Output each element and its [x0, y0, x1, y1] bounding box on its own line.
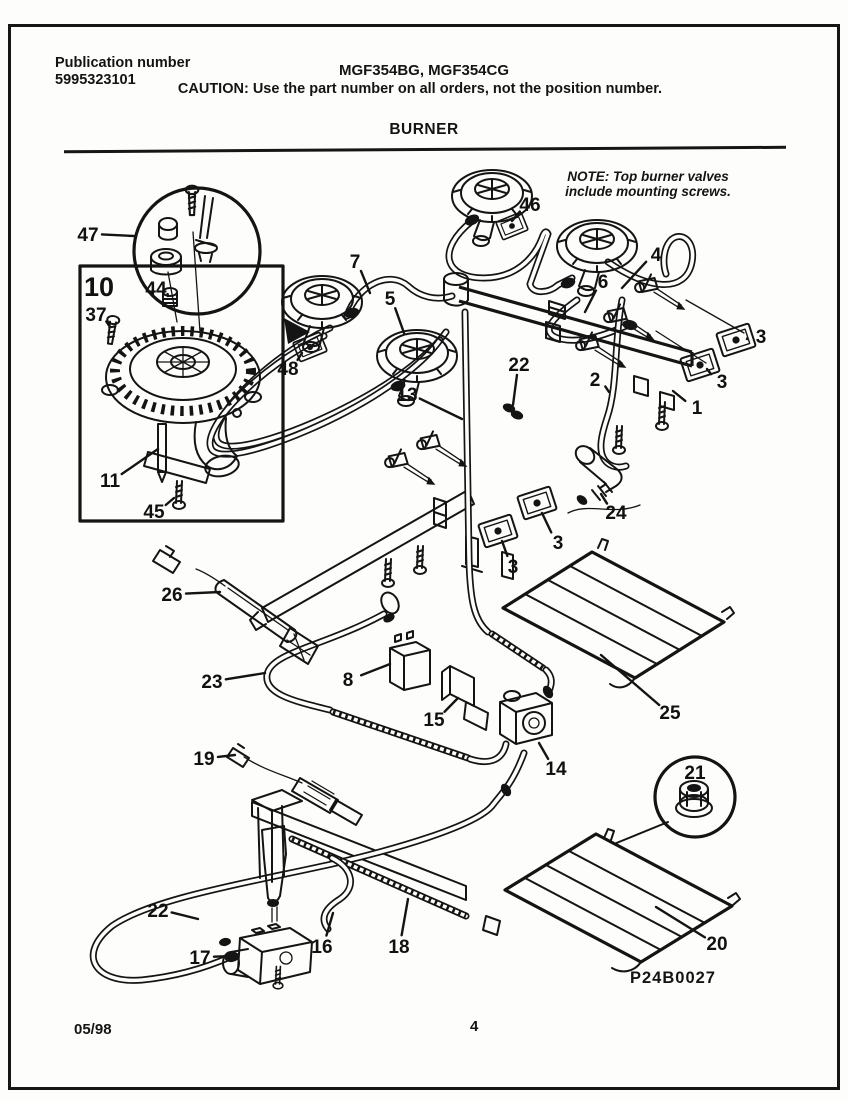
- part-callout-22: 22: [508, 355, 530, 376]
- part-callout-24: 24: [605, 503, 627, 524]
- leader-line-23: [226, 673, 265, 679]
- part-callout-10: 10: [83, 272, 115, 302]
- igniter-harness: [227, 744, 362, 825]
- leader-line-13: [420, 399, 462, 419]
- part-callout-4: 4: [650, 245, 662, 266]
- orifice-detail-circle: [134, 186, 260, 332]
- part-callout-2: 2: [589, 370, 601, 391]
- mounting-bracket: [442, 666, 488, 730]
- note-line1: NOTE: Top burner valves: [567, 169, 729, 184]
- footer-page-number: 4: [470, 1018, 479, 1035]
- part-callout-20: 20: [706, 934, 728, 955]
- part-callout-3: 3: [755, 327, 767, 348]
- leader-line-2: [605, 386, 609, 392]
- leader-line-5: [395, 308, 404, 333]
- part-callout-47: 47: [77, 225, 99, 246]
- part-callout-25: 25: [659, 703, 681, 724]
- note-line2: include mounting screws.: [565, 184, 731, 200]
- footer-date: 05/98: [74, 1021, 112, 1038]
- leader-line-22: [172, 912, 198, 919]
- part-callout-23: 23: [201, 672, 223, 693]
- part-callout-26: 26: [161, 585, 183, 606]
- part-callout-15: 15: [423, 710, 445, 731]
- part-callout-13: 13: [396, 385, 418, 406]
- leader-line-19: [218, 755, 235, 757]
- pressure-regulator: [500, 691, 552, 744]
- part-callout-3: 3: [552, 533, 564, 554]
- section-title: BURNER: [389, 121, 459, 138]
- leader-line-14: [539, 743, 548, 759]
- leader-line-6: [585, 291, 596, 312]
- leader-line-3: [542, 513, 551, 532]
- part-callout-1: 1: [691, 398, 703, 419]
- leader-line-18: [402, 899, 408, 935]
- leader-line-17: [214, 956, 234, 957]
- publication-number: 5995323101: [55, 72, 136, 88]
- part-callout-8: 8: [342, 670, 354, 691]
- leader-line-22: [513, 375, 517, 405]
- part-callout-17: 17: [189, 948, 211, 969]
- part-callout-22: 22: [147, 901, 169, 922]
- part-callout-21: 21: [684, 763, 706, 784]
- model-numbers: MGF354BG, MGF354CG: [338, 62, 510, 79]
- part-callout-11: 11: [99, 471, 121, 492]
- part-callout-44: 44: [145, 279, 167, 300]
- part-callout-3: 3: [716, 372, 728, 393]
- compression-nuts: [218, 212, 638, 963]
- diagram-code: P24B0027: [630, 969, 716, 987]
- leader-line-25: [601, 655, 659, 705]
- part-callout-48: 48: [277, 359, 299, 380]
- spark-module: [390, 631, 430, 690]
- part-callout-37: 37: [85, 305, 107, 326]
- nut-detail-circle: [614, 757, 735, 844]
- leader-line-15: [445, 698, 458, 712]
- part-callout-7: 7: [349, 252, 361, 273]
- part-callout-3: 3: [507, 557, 519, 578]
- leader-line-26: [186, 592, 220, 594]
- leader-line-11: [122, 449, 158, 474]
- heat-shield-lower: [505, 829, 740, 971]
- caution-text: CAUTION: Use the part number on all orders, not the position number.: [177, 81, 663, 97]
- part-callout-14: 14: [545, 759, 567, 780]
- publication-label: Publication number: [55, 55, 191, 71]
- part-callout-5: 5: [384, 289, 396, 310]
- part-callout-18: 18: [388, 937, 410, 958]
- part-callout-46: 46: [519, 195, 541, 216]
- leader-line-47: [102, 234, 134, 236]
- part-callout-19: 19: [193, 749, 215, 770]
- part-callout-16: 16: [311, 937, 333, 958]
- part-callout-6: 6: [597, 272, 609, 293]
- leader-line-8: [361, 664, 390, 675]
- part-callout-45: 45: [143, 502, 165, 523]
- leader-line-20: [656, 907, 705, 937]
